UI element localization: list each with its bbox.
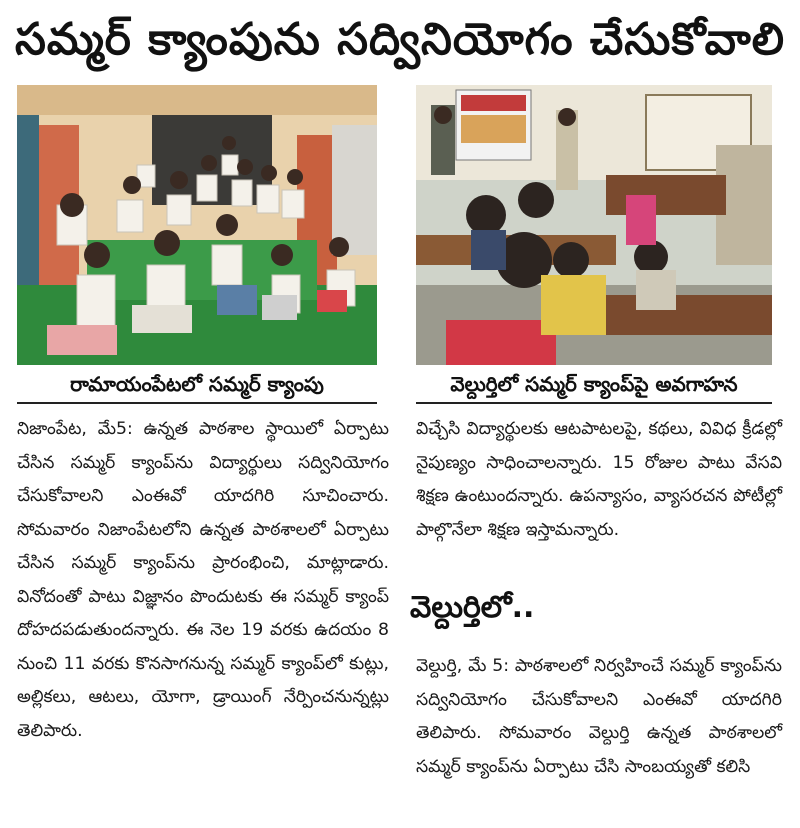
article-paragraph: వెల్దుర్తి, మే 5: పాఠశాలలో నిర్వహించే సమ్మర్ క్యాంప్‌ను సద్వినియోగం చేసుకోవాలని ఎంఈవో యాదగిరి తెలిపారు. సోమవారం వెల్దుర్తి ఉన్నత పాఠశాలలో సమ్మర్ క్యాంప్‌ను ఏర్పాటు చేసి సాంబయ్యతో కలిసి — [416, 656, 782, 777]
caption-divider-left — [17, 402, 377, 404]
summer-camp-photo-right — [416, 85, 772, 365]
photo-caption-right: వెల్దుర్తిలో సమ్మర్ క్యాంప్‌పై అవగాహన — [450, 372, 738, 396]
photo-caption-left: రామాయంపేటలో సమ్మర్ క్యాంపు — [70, 372, 324, 396]
section-subheading: వెల్దుర్తిలో.. — [410, 590, 535, 625]
article-column-right-top — [416, 413, 782, 547]
summer-camp-photo-left — [17, 85, 377, 365]
article-column-right-bottom — [416, 650, 782, 784]
classroom-awareness-session-image — [416, 85, 772, 365]
headline: సమ్మర్ క్యాంపును సద్వినియోగం చేసుకోవాలి — [14, 14, 785, 65]
article-paragraph: విచ్చేసి విద్యార్థులకు ఆటపాటలపై, కథలు, వివిధ క్రీడల్లో నైపుణ్యం సాధించాలన్నారు. 15 రోజుల పాటు వేసవి శిక్షణ ఉంటుందన్నారు. ఉపన్యాసం, వ్యాసరచన పోటీల్లో పాల్గొనేలా శిక్షణ ఇస్తామన్నారు. — [416, 419, 782, 540]
article-paragraph: నిజాంపేట, మే5: ఉన్నత పాఠశాల స్థాయిలో ఏర్పాటు చేసిన సమ్మర్ క్యాంప్‌ను విద్యార్థులు సద్వినియోగం చేసుకోవాలని ఎంఈవో యాదగిరి సూచించారు. సోమవారం నిజాంపేటలోని ఉన్నత పాఠశాలలో ఏర్పాటు చేసిన సమ్మర్ క్యాంప్‌ను ప్రారంభించి, మాట్లాడారు. వినోదంతో పాటు విజ్ఞానం పొందుటకు ఈ సమ్మర్ క్యాంప్ దోహదపడుతుందన్నారు. ఈ నెల 19 వరకు ఉదయం 8 నుంచి 11 వరకు కొనసాగనున్న సమ్మర్ క్యాంప్‌లో కుట్లు, అల్లికలు, ఆటలు, యోగా, డ్రాయింగ్ నేర్పించనున్నట్లు తెలిపారు. — [17, 419, 389, 741]
article-column-left — [17, 413, 389, 748]
caption-divider-right — [416, 402, 772, 404]
children-holding-drawings-image — [17, 85, 377, 365]
